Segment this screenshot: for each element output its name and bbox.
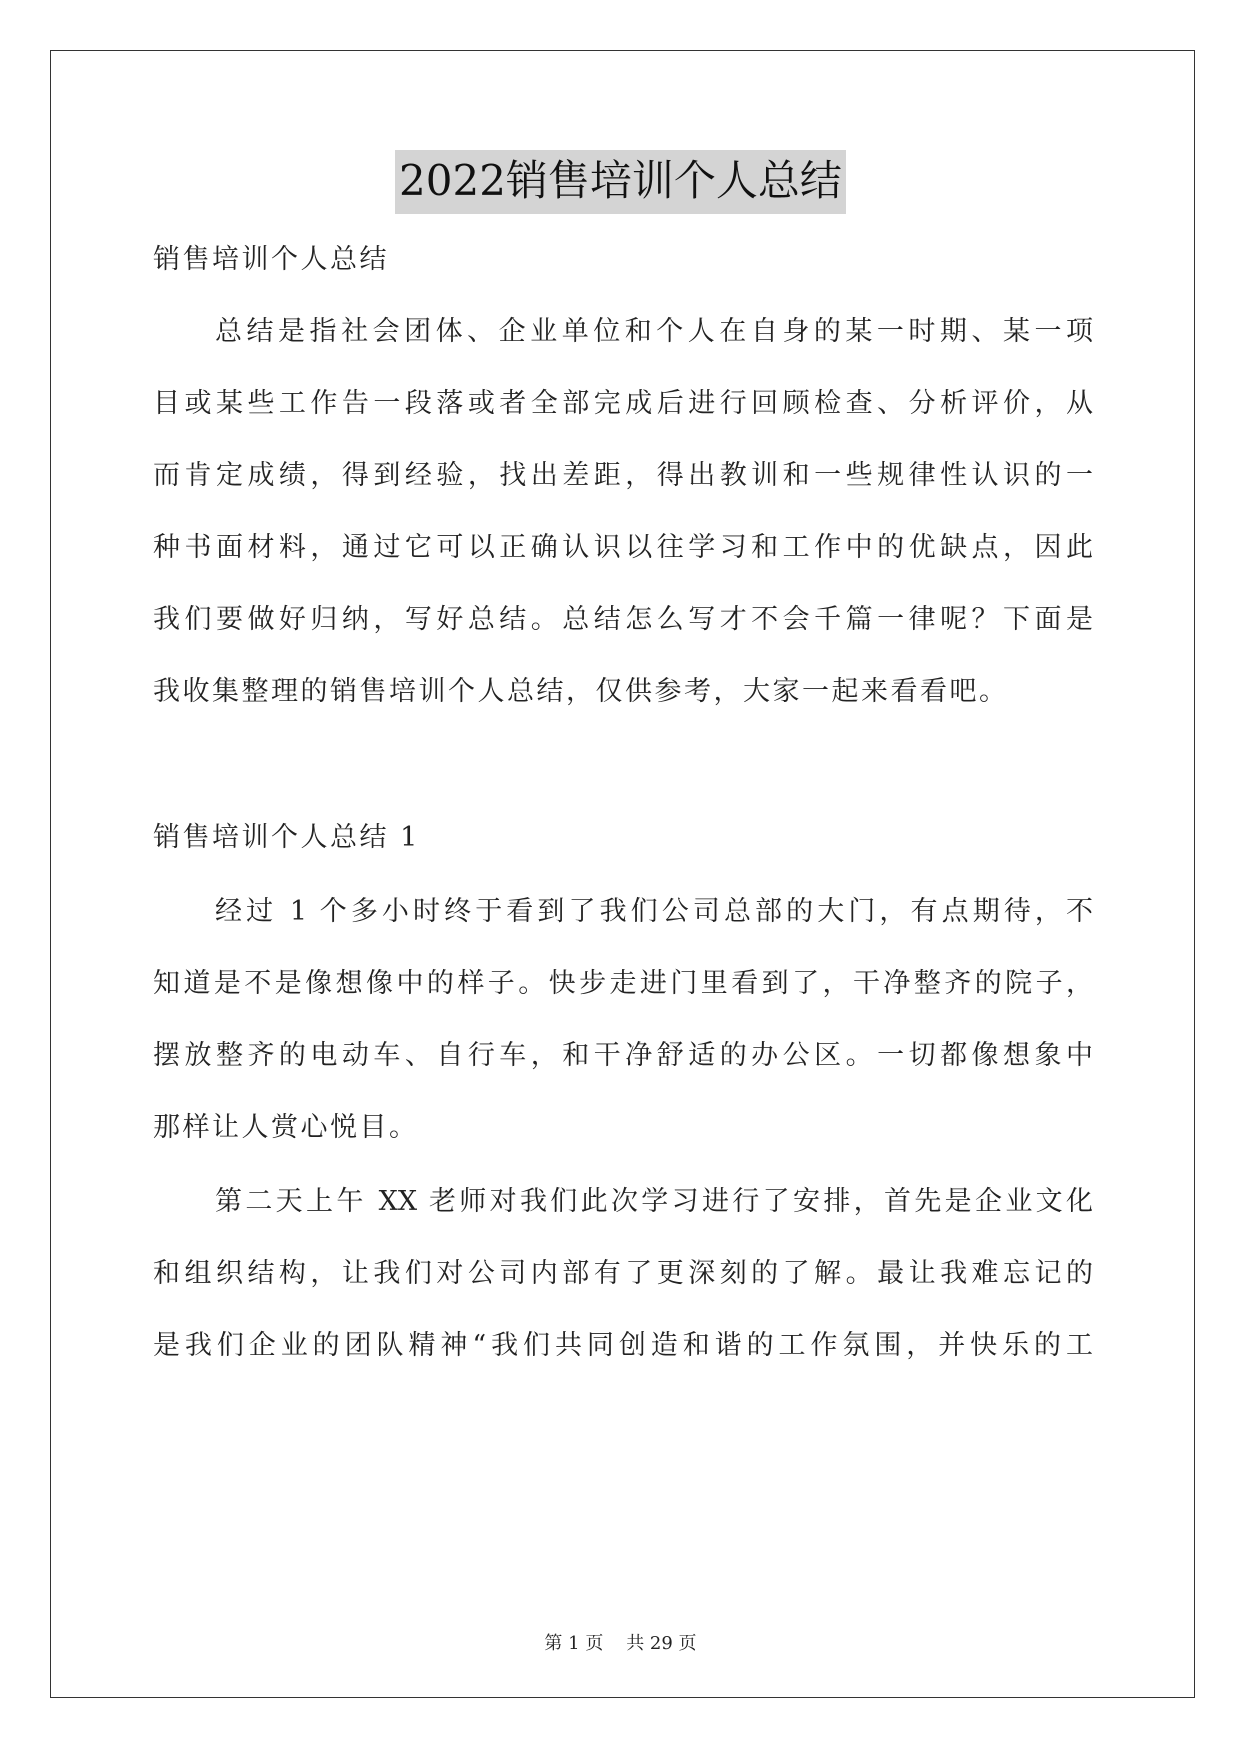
page-footer (0, 1632, 1241, 1656)
intro-line: 总结是指社会团体、企业单位和个人在自身的某一时期、某一项 (215, 316, 1093, 347)
page-border (50, 50, 1195, 1698)
paragraph-line: 经过 1 个多小时终于看到了我们公司总部的大门，有点期待，不 (215, 896, 1093, 927)
paragraph-line: 摆放整齐的电动车、自行车，和干净舒适的办公区。一切都像想象中 (153, 1040, 1093, 1071)
subtitle: 销售培训个人总结 (153, 244, 389, 275)
section-heading: 销售培训个人总结 1 (153, 822, 420, 853)
paragraph-line: 是我们企业的团队精神“我们共同创造和谐的工作氛围，并快乐的工 (153, 1330, 1093, 1361)
intro-line: 种书面材料，通过它可以正确认识以往学习和工作中的优缺点，因此 (153, 532, 1093, 563)
page-number-label: 第 1 页 共 29 页 (544, 1633, 697, 1654)
title-container (0, 150, 1241, 214)
intro-line: 我们要做好归纳，写好总结。总结怎么写才不会千篇一律呢？下面是 (153, 604, 1093, 635)
paragraph-line: 那样让人赏心悦目。 (153, 1112, 419, 1143)
intro-line: 目或某些工作告一段落或者全部完成后进行回顾检查、分析评价，从 (153, 388, 1093, 419)
intro-line: 我收集整理的销售培训个人总结，仅供参考，大家一起来看看吧。 (153, 676, 1009, 707)
paragraph-line: 第二天上午 XX 老师对我们此次学习进行了安排，首先是企业文化 (215, 1186, 1093, 1217)
document-title: 2022销售培训个人总结 (395, 150, 846, 214)
paragraph-line: 知道是不是像想像中的样子。快步走进门里看到了，干净整齐的院子， (153, 968, 1093, 999)
paragraph-line: 和组织结构，让我们对公司内部有了更深刻的了解。最让我难忘记的 (153, 1258, 1093, 1289)
intro-line: 而肯定成绩，得到经验，找出差距，得出教训和一些规律性认识的一 (153, 460, 1093, 491)
